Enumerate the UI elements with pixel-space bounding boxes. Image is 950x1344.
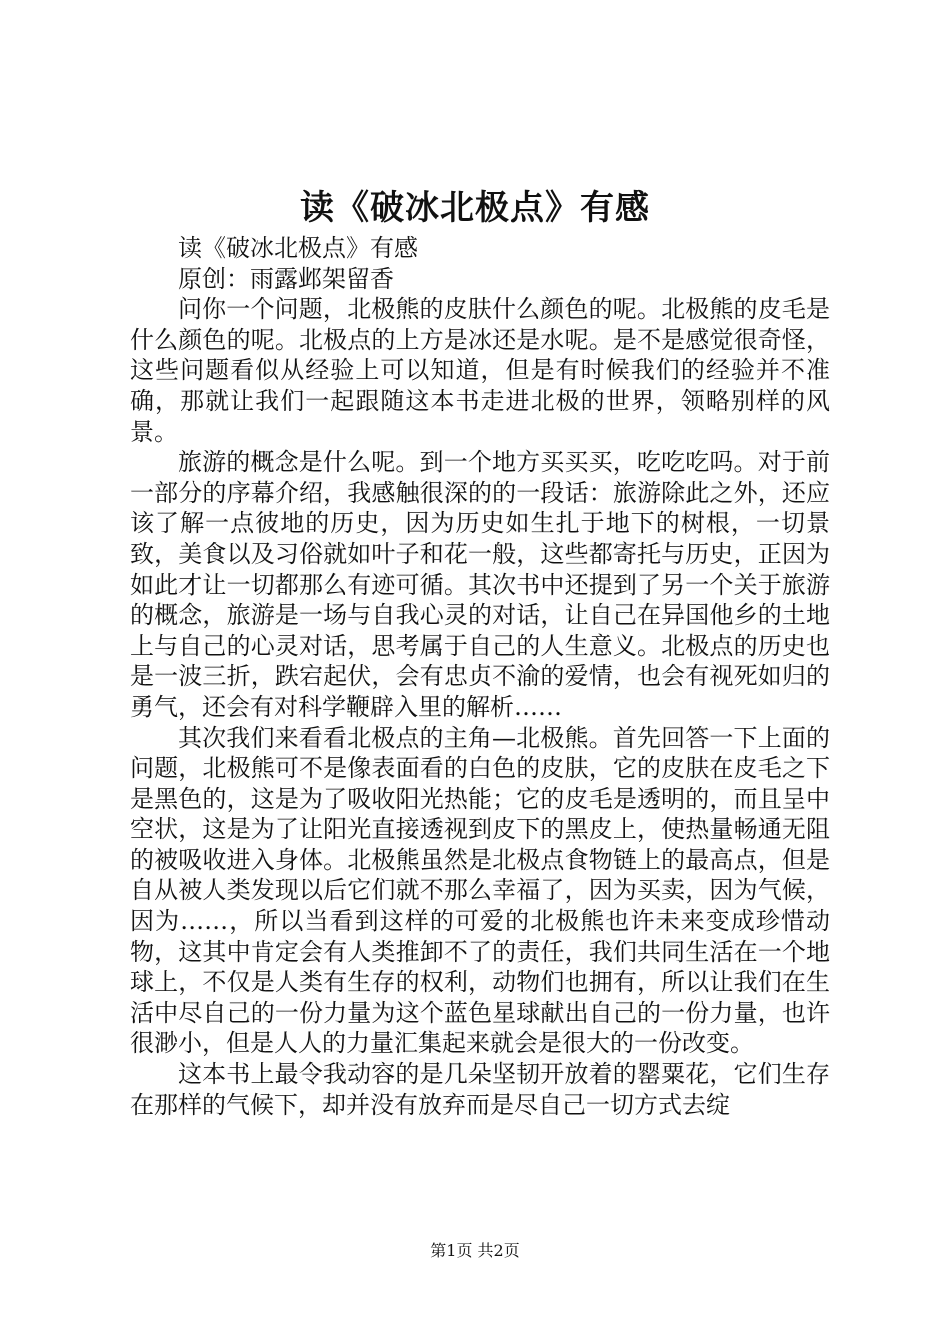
document-title: 读《破冰北极点》有感 xyxy=(300,188,650,228)
author-line: 原创：雨露邺架留香 xyxy=(178,264,394,293)
paragraph: 这本书上最令我动容的是几朵坚韧开放着的罂粟花，它们生存在那样的气候下，却并没有放弃而是尽自己一切方式去绽 xyxy=(130,1060,830,1119)
page-footer: 第1页 共2页 xyxy=(430,1241,520,1260)
paragraph: 问你一个问题，北极熊的皮肤什么颜色的呢。北极熊的皮毛是什么颜色的呢。北极点的上方是冰还是水呢。是不是感觉很奇怪，这些问题看似从经验上可以知道，但是有时候我们的经验并不准确，那就让我们一起跟随这本书走进北极的世界，领略别样的风景。 xyxy=(130,295,830,446)
document-body xyxy=(130,233,830,1120)
paragraph: 旅游的概念是什么呢。到一个地方买买买，吃吃吃吗。对于前一部分的序幕介绍，我感触很深的的一段话：旅游除此之外，还应该了解一点彼地的历史，因为历史如生扎于地下的树根，一切景致，美食以及习俗就如叶子和花一般，这些都寄托与历史，正因为如此才让一切都那么有迹可循。其次书中还提到了另一个关于旅游的概念，旅游是一场与自我心灵的对话，让自己在异国他乡的土地上与自己的心灵对话，思考属于自己的人生意义。北极点的历史也是一波三折，跌宕起伏，会有忠贞不渝的爱情，也会有视死如归的勇气，还会有对科学鞭辟入里的解析…… xyxy=(130,448,830,721)
paragraph: 其次我们来看看北极点的主角—北极熊。首先回答一下上面的问题，北极熊可不是像表面看的白色的皮肤，它的皮肤在皮毛之下是黑色的，这是为了吸收阳光热能；它的皮毛是透明的，而且呈中空状，这是为了让阳光直接透视到皮下的黑皮上，使热量畅通无阻的被吸收进入身体。北极熊虽然是北极点食物链上的最高点，但是自从被人类发现以后它们就不那么幸福了，因为买卖，因为气候，因为……，所以当看到这样的可爱的北极熊也许未来变成珍惜动物，这其中肯定会有人类推卸不了的责任，我们共同生活在一个地球上，不仅是人类有生存的权利，动物们也拥有，所以让我们在生活中尽自己的一份力量为这个蓝色星球献出自己的一份力量，也许很渺小，但是人人的力量汇集起来就会是很大的一份改变。 xyxy=(130,723,830,1058)
subtitle-line: 读《破冰北极点》有感 xyxy=(178,234,418,262)
